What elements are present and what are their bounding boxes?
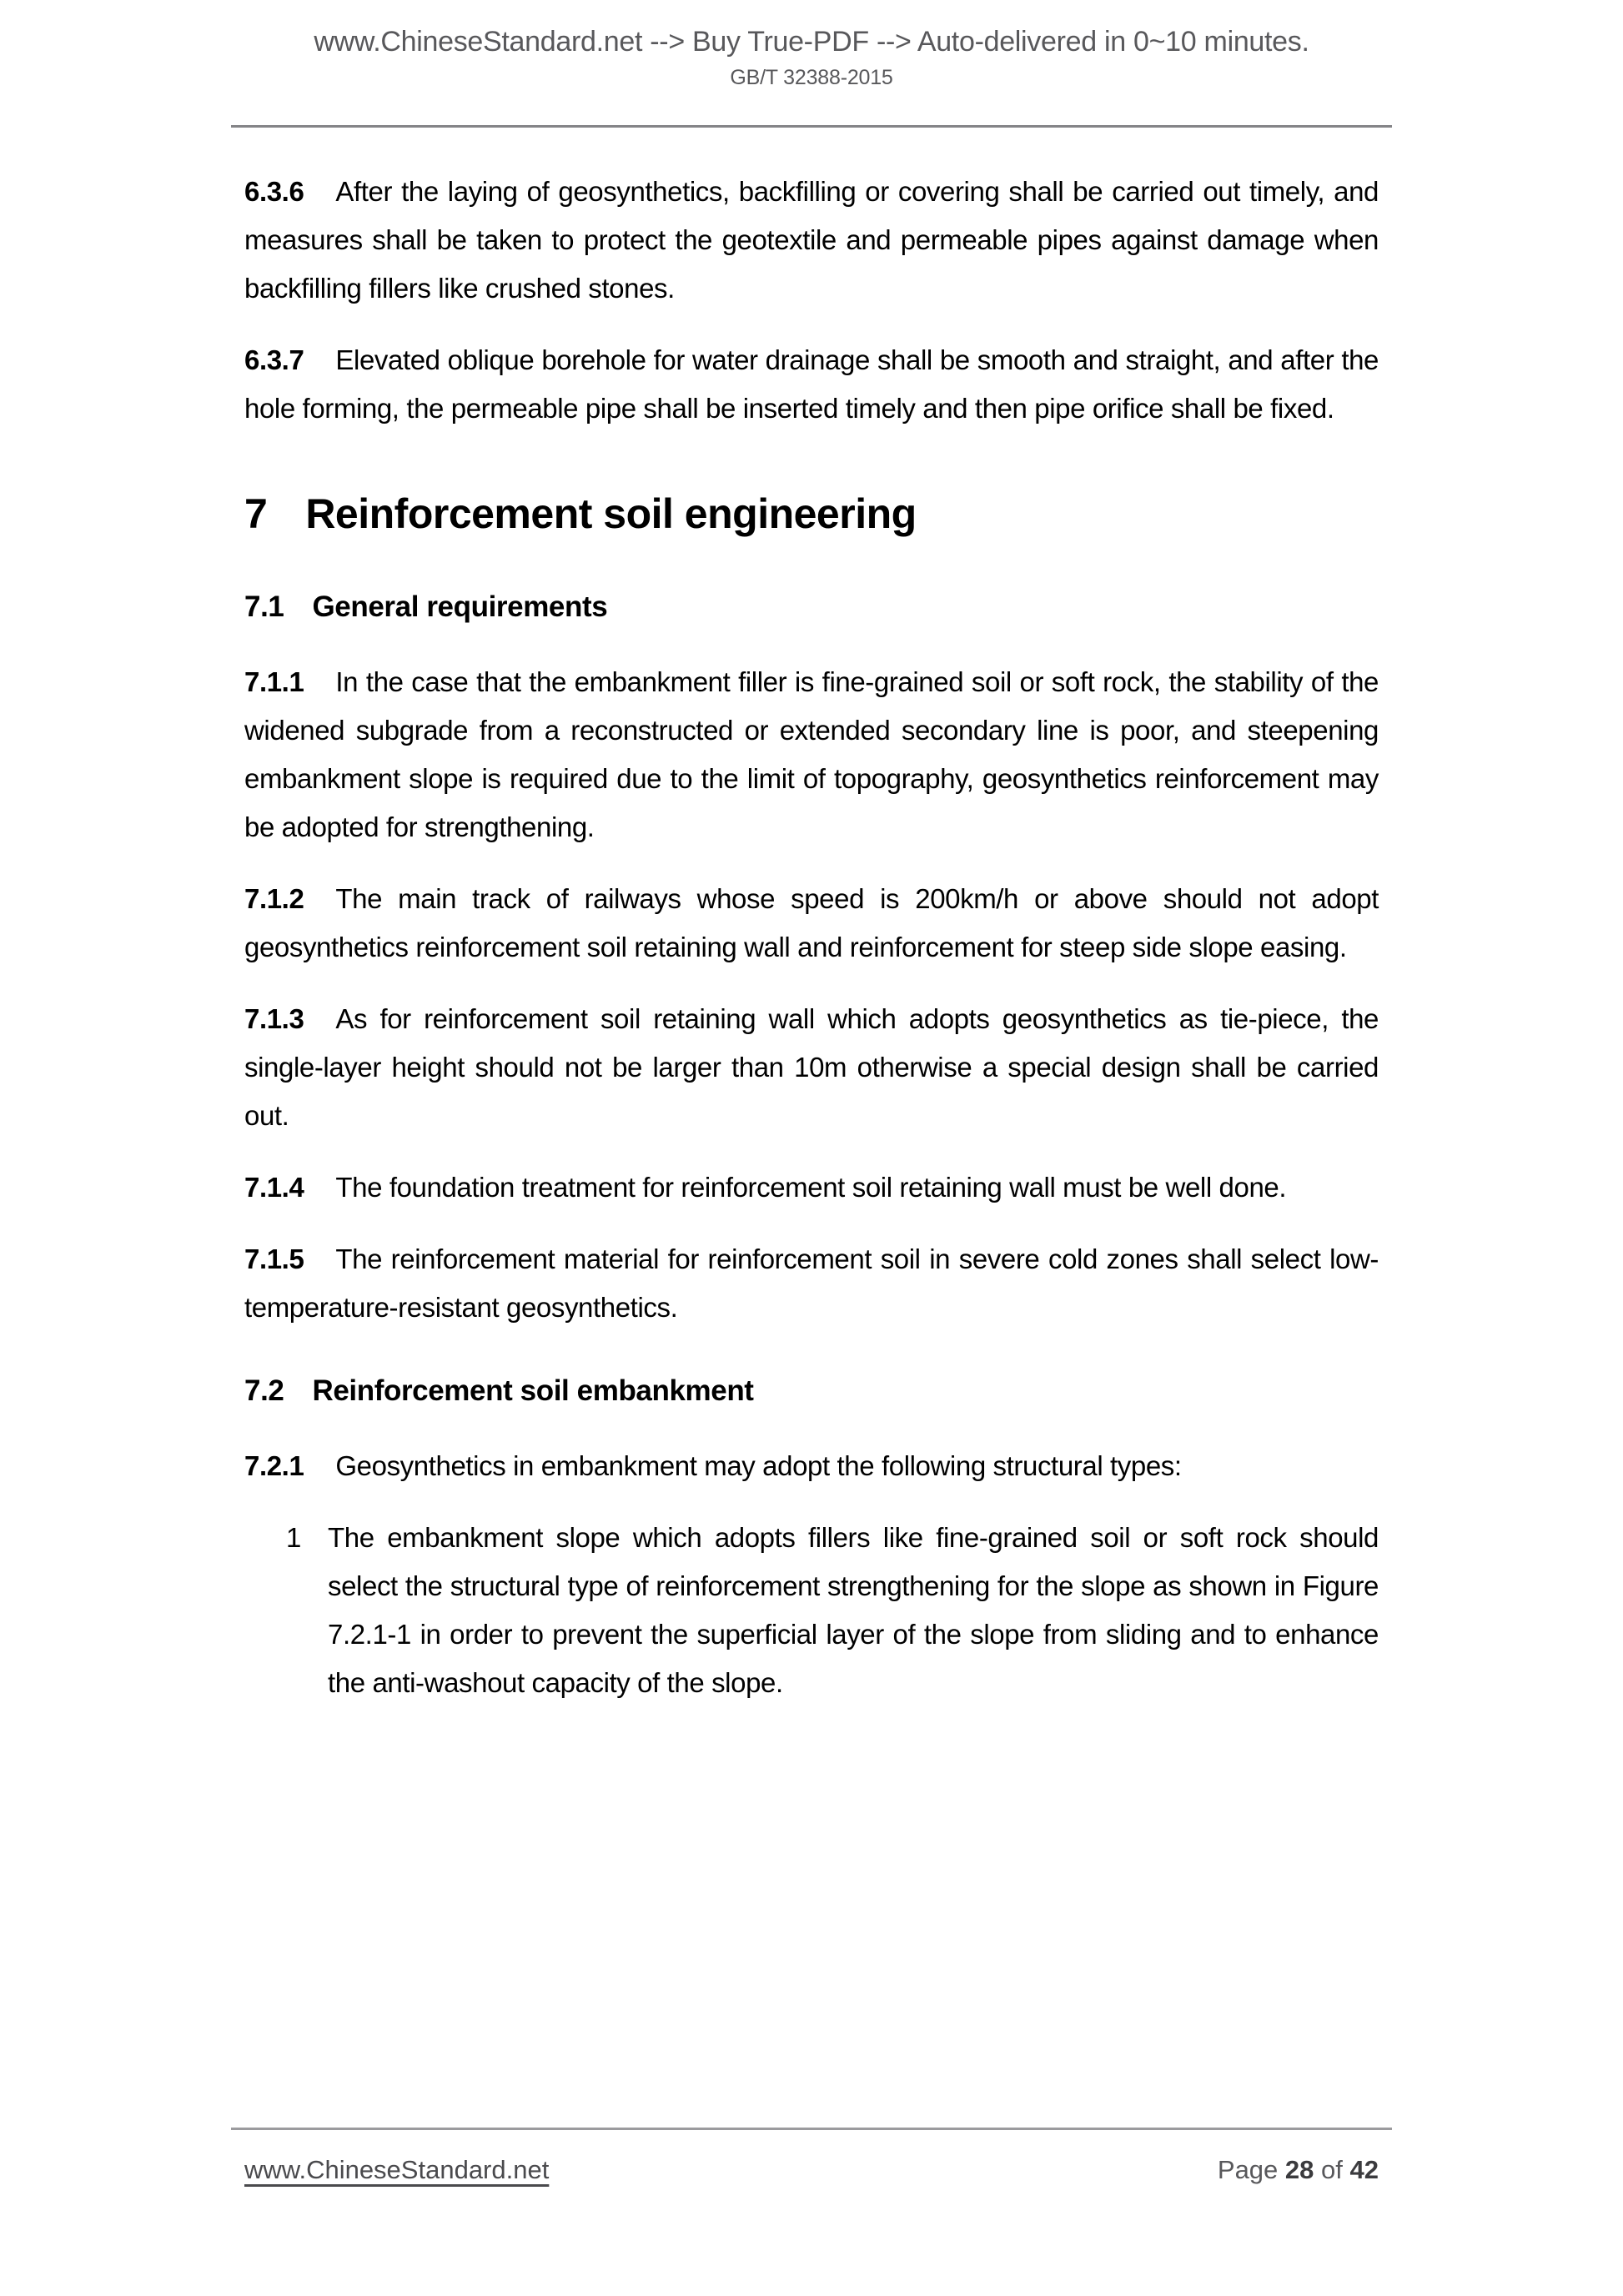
clause-6-3-7 [244, 336, 1379, 433]
page-header [0, 0, 1623, 90]
page-number-indicator [1218, 2152, 1379, 2188]
page-footer [244, 2152, 1379, 2188]
chapter-number: 7 [244, 490, 268, 537]
clause-7-2-1 [244, 1442, 1379, 1490]
clause-text: The main track of railways whose speed is 200km/h or above should not adopt geosynthetics reinforcement soil retaining wall and reinforcement for steep side slope easing. [244, 883, 1379, 962]
section-title: Reinforcement soil embankment [312, 1374, 754, 1407]
clause-number: 7.1.3 [244, 1003, 304, 1034]
clause-7-1-3 [244, 995, 1379, 1140]
clause-7-1-4 [244, 1163, 1379, 1212]
numbered-list-item-1 [244, 1514, 1379, 1707]
clause-number: 7.1.2 [244, 883, 304, 914]
clause-7-1-1 [244, 658, 1379, 852]
current-page-number: 28 [1284, 2155, 1314, 2184]
clause-text: As for reinforcement soil retaining wall which adopts geosynthetics as tie-piece, the single-layer height should not be larger than 10m otherwise a special design shall be carried out. [244, 1003, 1379, 1131]
page-word: Page [1217, 2155, 1279, 2184]
standard-number: GB/T 32388-2015 [730, 66, 893, 89]
clause-number: 7.1.4 [244, 1172, 304, 1203]
section-number: 7.1 [244, 590, 284, 623]
section-7-1-heading [244, 588, 1379, 626]
clause-text: In the case that the embankment filler is fine-grained soil or soft rock, the stability of the widened subgrade from a reconstructed or extended secondary line is poor, and steepening embankment slope is required due to the limit of topography, geosynthetics reinforcement may be adopted for strengthening. [244, 666, 1379, 842]
clause-text: The foundation treatment for reinforcement soil retaining wall must be well done. [335, 1172, 1287, 1203]
clause-number: 7.2.1 [244, 1450, 304, 1481]
footer-divider [231, 2128, 1392, 2130]
clause-number: 7.1.5 [244, 1243, 304, 1274]
clause-text: After the laying of geosynthetics, backfilling or covering shall be carried out timely, and measures shall be taken to protect the geotextile and permeable pipes against damage when backfilling fillers like crushed stones. [244, 176, 1379, 304]
clause-number: 6.3.7 [244, 344, 304, 375]
clause-number: 6.3.6 [244, 176, 304, 207]
footer-site-link[interactable]: www.ChineseStandard.net [244, 2155, 550, 2184]
clause-7-1-5 [244, 1235, 1379, 1332]
clause-7-1-2 [244, 875, 1379, 972]
section-7-2-heading [244, 1372, 1379, 1410]
header-divider [231, 125, 1392, 128]
header-banner-text: www.ChineseStandard.net --> Buy True-PDF --> Auto-delivered in 0~10 minutes. [314, 26, 1309, 58]
clause-6-3-6 [244, 168, 1379, 313]
of-word: of [1321, 2155, 1343, 2184]
clause-text: Elevated oblique borehole for water drainage shall be smooth and straight, and after the hole forming, the permeable pipe shall be inserted timely and then pipe orifice shall be fixed. [244, 344, 1379, 424]
list-item-text: The embankment slope which adopts fillers like fine-grained soil or soft rock should select the structural type of reinforcement strengthening for the slope as shown in Figure 7.2.1-1 in order to prevent the superficial layer of the slope from sliding and to enhance the anti-washout capacity of the slope. [328, 1522, 1379, 1698]
document-body [244, 168, 1379, 1707]
clause-text: The reinforcement material for reinforcement soil in severe cold zones shall select low-temperature-resistant geosynthetics. [244, 1243, 1379, 1323]
section-title: General requirements [312, 590, 608, 623]
clause-number: 7.1.1 [244, 666, 304, 697]
list-item-number: 1 [286, 1522, 301, 1553]
total-page-number: 42 [1349, 2155, 1379, 2184]
section-number: 7.2 [244, 1374, 284, 1407]
chapter-title: Reinforcement soil engineering [305, 490, 917, 537]
clause-text: Geosynthetics in embankment may adopt the following structural types: [335, 1450, 1182, 1481]
chapter-7-heading [244, 488, 1379, 540]
